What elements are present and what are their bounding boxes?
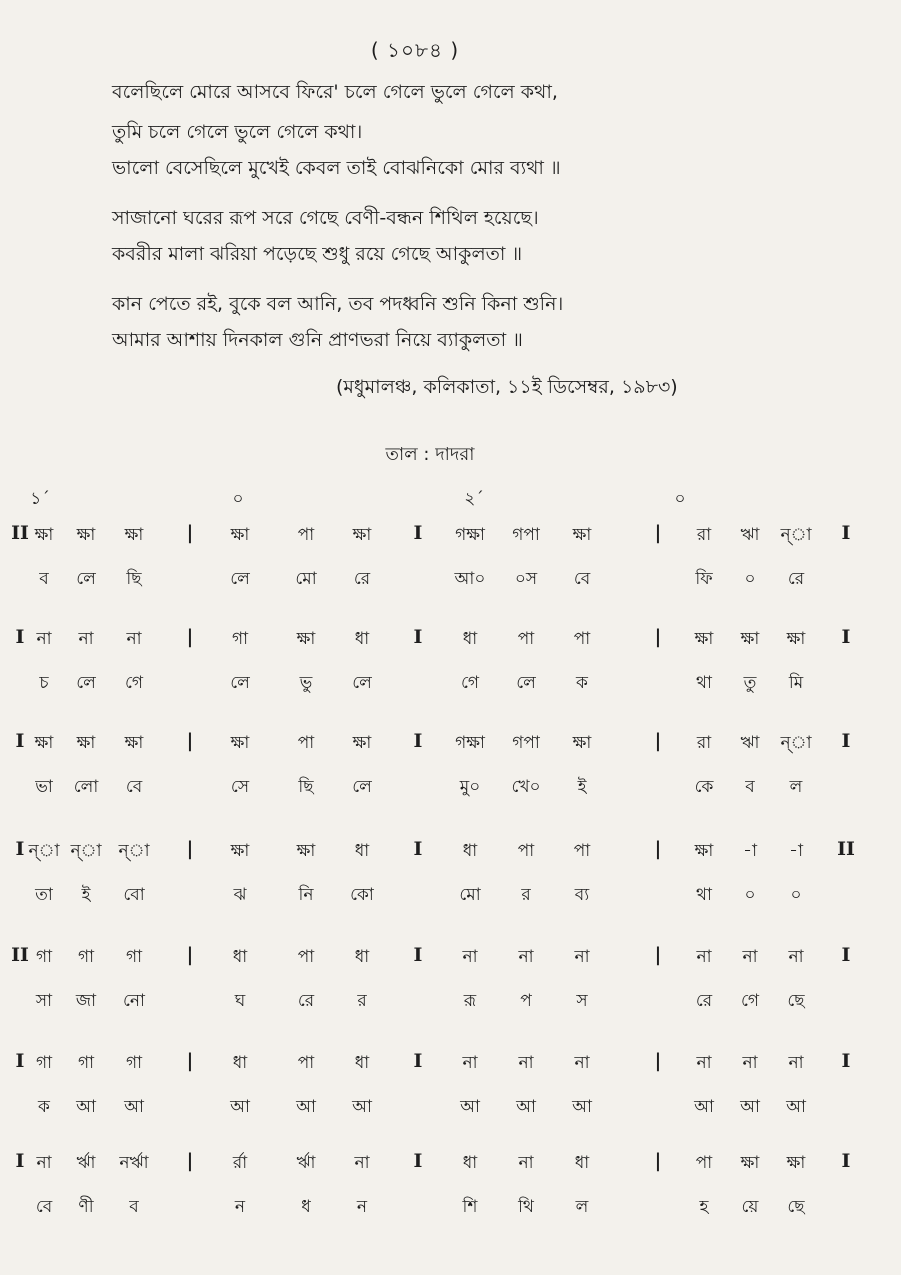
bar-line: I (15, 1150, 25, 1172)
swara-note: রা (696, 525, 712, 545)
syllable: ব (129, 1197, 139, 1217)
syllable: মু০ (459, 777, 481, 797)
swara-row (0, 522, 901, 552)
syllable: আ (786, 1097, 806, 1117)
syllable: লে (352, 673, 372, 693)
swara-note: ক্ষা (296, 629, 316, 649)
swara-note: র্ঋা (76, 1153, 96, 1173)
swara-note: ক্ষা (76, 733, 96, 753)
bar-line: | (186, 522, 194, 544)
swara-note: না (696, 1053, 712, 1073)
swara-note: ধা (232, 1053, 248, 1073)
beat-mark: ১´ (30, 489, 50, 509)
syllable: ই (81, 885, 91, 905)
syllable: আ (124, 1097, 144, 1117)
syllable: আ (230, 1097, 250, 1117)
swara-note: ক্ষা (572, 525, 592, 545)
swara-note: ধা (354, 947, 370, 967)
swara-row (0, 626, 901, 656)
swara-note: ধা (354, 841, 370, 861)
swara-note: -া (743, 841, 757, 861)
swara-note: ক্ষা (740, 629, 760, 649)
bar-line: I (841, 522, 851, 544)
swara-note: ধা (354, 629, 370, 649)
swara-note: ন্‌া (780, 733, 812, 753)
syllable: হ (699, 1197, 709, 1217)
swara-note: না (574, 1053, 590, 1073)
bar-line: I (15, 1050, 25, 1072)
syllable: আ (296, 1097, 316, 1117)
swara-note: ক্ষা (740, 1153, 760, 1173)
syllable: ন (234, 1197, 246, 1217)
bar-line: I (841, 626, 851, 648)
bar-line: I (15, 626, 25, 648)
bar-line: II (11, 522, 29, 544)
syllable: স (576, 991, 588, 1011)
lyric-line: তুমি চলে গেলে ভুলে গেলে কথা। (112, 121, 363, 143)
syllable: ০ (744, 885, 756, 905)
swara-note: গক্ষা (455, 733, 485, 753)
syllable: থি (518, 1197, 534, 1217)
syllable: র (357, 991, 367, 1011)
swara-note: র্রা (232, 1153, 248, 1173)
syllable: ল (789, 777, 803, 797)
swara-row (0, 1050, 901, 1080)
syllable: রে (353, 569, 371, 589)
swara-note: ক্ষা (34, 525, 54, 545)
swara-note: পা (573, 841, 591, 861)
syllable: ফি (695, 569, 713, 589)
syllable: লে (352, 777, 372, 797)
syllable: র (521, 885, 531, 905)
syllable: ০ (790, 885, 802, 905)
bar-line: | (186, 1050, 194, 1072)
syllable: ন (356, 1197, 368, 1217)
swara-note: গপা (512, 525, 540, 545)
swara-note: পা (573, 629, 591, 649)
bar-line: I (15, 838, 25, 860)
bar-line: | (654, 838, 662, 860)
swara-note: ক্ষা (352, 525, 372, 545)
swara-note: না (354, 1153, 370, 1173)
syllable: ণী (78, 1197, 94, 1217)
syllable: ক (38, 1097, 50, 1117)
lyric-syllable-row (0, 670, 901, 700)
bar-line: I (413, 838, 423, 860)
swara-note: না (518, 947, 534, 967)
bar-line: | (186, 730, 194, 752)
syllable: ০ (744, 569, 756, 589)
lyric-line: ভালো বেসেছিলে মুখেই কেবল তাই বোঝনিকো মোর ব্যথা ॥ (112, 157, 561, 179)
swara-note: ক্ষা (230, 733, 250, 753)
lyric-syllable-row (0, 1094, 901, 1124)
lyric-line: আমার আশায় দিনকাল গুনি প্রাণভরা নিয়ে ব্যাকুলতা ॥ (112, 329, 523, 351)
bar-line: I (841, 1050, 851, 1072)
swara-note: ঋা (740, 733, 760, 753)
swara-note: গক্ষা (455, 525, 485, 545)
swara-note: গপা (512, 733, 540, 753)
syllable: বো (123, 885, 145, 905)
bar-line: | (654, 944, 662, 966)
swara-note: ধা (462, 841, 478, 861)
swara-note: ক্ষা (786, 629, 806, 649)
syllable: রে (297, 991, 315, 1011)
syllable: সে (230, 777, 250, 797)
syllable: ক (576, 673, 588, 693)
syllable: চ (39, 673, 49, 693)
tala-heading: তাল : দাদরা (385, 444, 475, 465)
bar-line: I (15, 730, 25, 752)
syllable: ছে (787, 991, 805, 1011)
syllable: রে (787, 569, 805, 589)
lyric-syllable-row (0, 774, 901, 804)
syllable: আ (740, 1097, 760, 1117)
syllable: কো (350, 885, 374, 905)
syllable: তু (743, 673, 757, 693)
swara-row (0, 1150, 901, 1180)
swara-row (0, 838, 901, 868)
swara-note: গা (77, 1053, 95, 1073)
syllable: মো (295, 569, 317, 589)
syllable: ছি (298, 777, 314, 797)
swara-note: না (462, 947, 478, 967)
bar-line: II (837, 838, 855, 860)
syllable: লে (76, 569, 96, 589)
syllable: রূ (463, 991, 477, 1011)
swara-note: না (36, 629, 52, 649)
swara-note: পা (297, 525, 315, 545)
swara-note: গা (125, 1053, 143, 1073)
syllable: মো (459, 885, 481, 905)
bar-line: II (11, 944, 29, 966)
syllable: মি (788, 673, 804, 693)
syllable: লে (230, 673, 250, 693)
syllable: কে (694, 777, 714, 797)
swara-note: ধা (574, 1153, 590, 1173)
swara-note: পা (517, 629, 535, 649)
syllable: ই (577, 777, 587, 797)
swara-row (0, 730, 901, 760)
syllable: ব (745, 777, 755, 797)
syllable: নো (123, 991, 145, 1011)
syllable: আ (516, 1097, 536, 1117)
bar-line: | (186, 944, 194, 966)
syllable: তা (35, 885, 53, 905)
bar-line: | (654, 1050, 662, 1072)
syllable: জা (75, 991, 97, 1011)
swara-note: ধা (354, 1053, 370, 1073)
swara-note: রা (696, 733, 712, 753)
swara-note: পা (297, 947, 315, 967)
swara-note: ধা (232, 947, 248, 967)
swara-note: গা (125, 947, 143, 967)
swara-row (0, 944, 901, 974)
syllable: গে (740, 991, 760, 1011)
syllable: ছে (787, 1197, 805, 1217)
swara-note: ধা (462, 1153, 478, 1173)
syllable: ০স (514, 569, 538, 589)
swara-note: না (462, 1053, 478, 1073)
swara-note: না (742, 1053, 758, 1073)
syllable: লে (76, 673, 96, 693)
syllable: লো (73, 777, 99, 797)
bar-line: | (654, 626, 662, 648)
beat-mark: ০ (232, 489, 244, 509)
lyric-line: বলেছিলে মোরে আসবে ফিরে' চলে গেলে ভুলে গেলে কথা, (112, 81, 558, 103)
swara-note: পা (297, 733, 315, 753)
lyric-syllable-row (0, 988, 901, 1018)
swara-note: না (126, 629, 142, 649)
swara-note: ক্ষা (694, 841, 714, 861)
swara-note: না (788, 1053, 804, 1073)
beat-mark: ০ (674, 489, 686, 509)
swara-note: গা (77, 947, 95, 967)
syllable: ঘ (234, 991, 246, 1011)
swara-note: ক্ষা (296, 841, 316, 861)
swara-note: গা (35, 947, 53, 967)
swara-note: ক্ষা (572, 733, 592, 753)
swara-note: -া (789, 841, 803, 861)
swara-note: গা (35, 1053, 53, 1073)
swara-note: না (518, 1053, 534, 1073)
bar-line: | (654, 522, 662, 544)
swara-note: পা (517, 841, 535, 861)
bar-line: | (186, 1150, 194, 1172)
bar-line: | (186, 838, 194, 860)
syllable: প (520, 991, 532, 1011)
syllable: ধ (301, 1197, 311, 1217)
bar-line: I (413, 944, 423, 966)
swara-note: ক্ষা (694, 629, 714, 649)
swara-note: ক্ষা (124, 733, 144, 753)
syllable: লে (516, 673, 536, 693)
bar-line: I (413, 1150, 423, 1172)
syllable: বে (35, 1197, 53, 1217)
bar-line: | (186, 626, 194, 648)
swara-note: ক্ষা (34, 733, 54, 753)
swara-note: না (788, 947, 804, 967)
swara-note: পা (297, 1053, 315, 1073)
swara-note: পা (695, 1153, 713, 1173)
swara-note: ন্‌া (70, 841, 102, 861)
lyric-syllable-row (0, 1194, 901, 1224)
lyric-syllable-row (0, 566, 901, 596)
bar-line: | (654, 730, 662, 752)
swara-note: ন্‌া (118, 841, 150, 861)
syllable: গে (124, 673, 144, 693)
syllable: ব (39, 569, 49, 589)
syllable: য়ে (741, 1197, 759, 1217)
swara-note: গা (231, 629, 249, 649)
swara-note: র্ঋা (296, 1153, 316, 1173)
syllable: শি (462, 1197, 478, 1217)
lyric-line: সাজানো ঘরের রূপ সরে গেছে বেণী-বন্ধন শিথিল হয়েছে। (112, 207, 539, 229)
swara-note: ক্ষা (124, 525, 144, 545)
syllable: নি (298, 885, 314, 905)
swara-note: ন্‌া (28, 841, 60, 861)
bar-line: I (841, 1150, 851, 1172)
syllable: বে (125, 777, 143, 797)
bar-line: I (413, 1050, 423, 1072)
swara-note: ঋা (740, 525, 760, 545)
syllable: আ (694, 1097, 714, 1117)
swara-note: না (36, 1153, 52, 1173)
swara-note: ক্ষা (230, 841, 250, 861)
syllable: আ০ (454, 569, 486, 589)
beat-marks-row (0, 486, 901, 516)
swara-note: ধা (462, 629, 478, 649)
bar-line: I (413, 626, 423, 648)
page-number: ( ১০৮৪ ) (370, 38, 460, 62)
syllable: ছি (126, 569, 142, 589)
lyric-line: কবরীর মালা ঝরিয়া পড়েছে শুধু রয়ে গেছে আকুলতা ॥ (112, 243, 523, 265)
syllable: ভু (299, 673, 313, 693)
syllable: বে (573, 569, 591, 589)
syllable: আ (352, 1097, 372, 1117)
swara-note: না (574, 947, 590, 967)
syllable: ঝ (233, 885, 247, 905)
signature: (মধুমালঞ্চ, কলিকাতা, ১১ই ডিসেম্বর, ১৯৮৩) (336, 376, 678, 398)
syllable: গে (460, 673, 480, 693)
syllable: খে০ (511, 777, 541, 797)
swara-note: ক্ষা (786, 1153, 806, 1173)
bar-line: I (841, 944, 851, 966)
bar-line: | (654, 1150, 662, 1172)
syllable: ল (575, 1197, 589, 1217)
syllable: সা (35, 991, 53, 1011)
swara-note: ন্‌া (780, 525, 812, 545)
syllable: আ (572, 1097, 592, 1117)
swara-note: নর্ঋা (119, 1153, 149, 1173)
syllable: আ (460, 1097, 480, 1117)
swara-note: না (518, 1153, 534, 1173)
syllable: রে (695, 991, 713, 1011)
syllable: থা (696, 673, 712, 693)
bar-line: I (841, 730, 851, 752)
swara-note: না (696, 947, 712, 967)
swara-note: না (78, 629, 94, 649)
swara-note: ক্ষা (230, 525, 250, 545)
beat-mark: ২´ (464, 489, 484, 509)
lyric-line: কান পেতে রই, বুকে বল আনি, তব পদধ্বনি শুনি কিনা শুনি। (112, 293, 564, 315)
syllable: থা (696, 885, 712, 905)
syllable: লে (230, 569, 250, 589)
syllable: ভা (35, 777, 53, 797)
lyric-syllable-row (0, 882, 901, 912)
syllable: আ (76, 1097, 96, 1117)
swara-note: ক্ষা (352, 733, 372, 753)
bar-line: I (413, 522, 423, 544)
bar-line: I (413, 730, 423, 752)
syllable: ব্য (574, 885, 590, 905)
swara-note: ক্ষা (76, 525, 96, 545)
swara-note: না (742, 947, 758, 967)
